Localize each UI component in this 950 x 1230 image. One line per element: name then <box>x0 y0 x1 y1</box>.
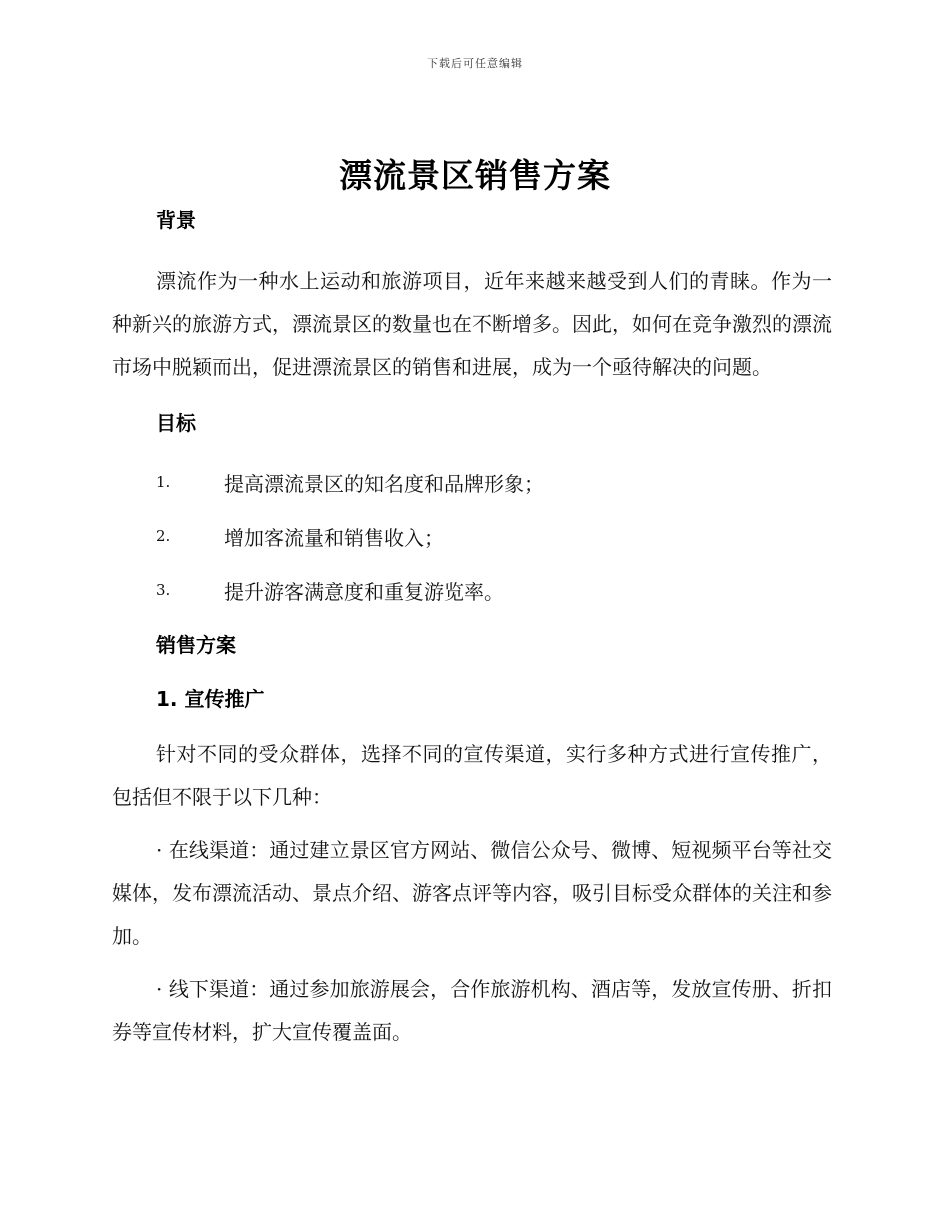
goal-item <box>112 509 832 563</box>
goal-item <box>112 563 832 617</box>
document-title: 漂流景区销售方案 <box>339 156 611 195</box>
goal-number: 1. <box>156 473 171 491</box>
goal-number: 2. <box>156 527 171 545</box>
background-paragraph: 漂流作为一种水上运动和旅游项目，近年来越来越受到人们的青睐。作为一种新兴的旅游方式，漂流景区的数量也在不断增多。因此，如何在竞争激烈的漂流市场中脱颖而出，促进漂流景区的销售和进展，成为一个亟待解决的问题。 <box>112 269 832 379</box>
online-channel-paragraph: · 在线渠道：通过建立景区官方网站、微信公众号、微博、短视频平台等社交媒体，发布漂流活动、景点介绍、游客点评等内容，吸引目标受众群体的关注和参加。 <box>112 838 832 948</box>
section-heading-goals: 目标 <box>156 411 196 435</box>
goal-number: 3. <box>156 581 171 599</box>
goal-text: 增加客流量和销售收入； <box>224 525 444 550</box>
offline-channel-paragraph: · 线下渠道：通过参加旅游展会，合作旅游机构、酒店等，发放宣传册、折扣券等宣传材料，扩大宣传覆盖面。 <box>112 977 832 1044</box>
promotion-paragraph: 针对不同的受众群体，选择不同的宣传渠道，实行多种方式进行宣传推广，包括但不限于以下几种： <box>112 742 832 809</box>
header-note: 下载后可任意编辑 <box>427 57 523 70</box>
section-heading-sales-plan: 销售方案 <box>156 633 236 657</box>
goal-item <box>112 455 832 509</box>
section-heading-background: 背景 <box>156 208 196 232</box>
goal-text: 提升游客满意度和重复游览率。 <box>224 579 504 604</box>
document-body <box>112 200 832 1054</box>
subsection-heading-promotion: 1. 宣传推广 <box>156 687 265 711</box>
goal-text: 提高漂流景区的知名度和品牌形象； <box>224 471 544 496</box>
